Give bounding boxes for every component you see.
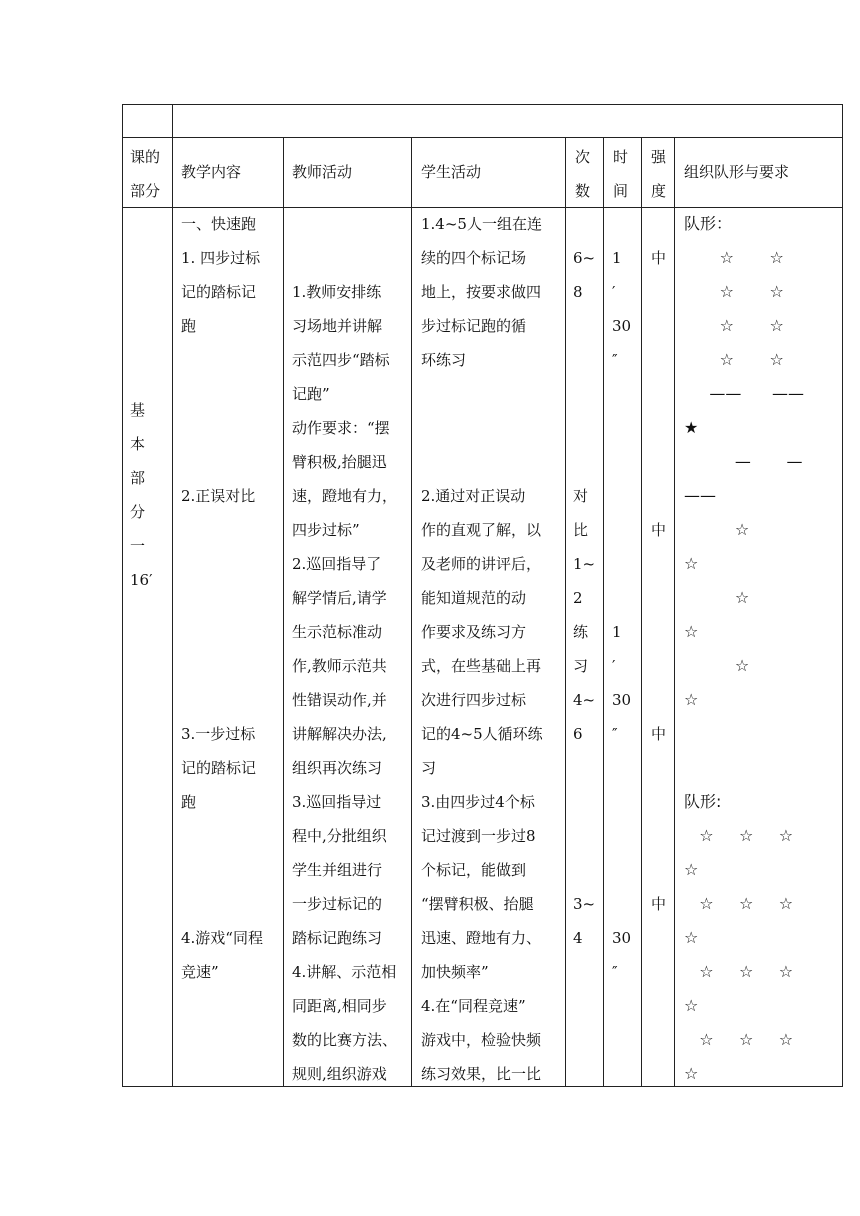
- student-activity-line: 游戏中，检验快频: [421, 1031, 542, 1049]
- teacher-activity-line: 示范四步“踏标: [292, 351, 390, 369]
- formation-line: ☆: [684, 588, 750, 607]
- content-line: [181, 887, 263, 921]
- time-line: [612, 513, 631, 547]
- time-line: [612, 479, 631, 513]
- content-line: [181, 853, 263, 887]
- count-line: [573, 207, 595, 241]
- content-line: 2.正误对比: [181, 487, 256, 505]
- formation-line: ☆: [684, 1064, 699, 1083]
- intensity-line: 中: [651, 725, 667, 743]
- intensity-line: [651, 309, 666, 343]
- content-column-divider: [283, 137, 284, 1087]
- intensity-line: [651, 479, 666, 513]
- student-column: [421, 207, 543, 1091]
- count-line: 习: [573, 657, 589, 675]
- student-activity-line: 地上，按要求做四: [421, 283, 542, 301]
- student-activity-line: 2.通过对正误动: [421, 487, 526, 505]
- time-line: [612, 887, 631, 921]
- student-activity-line: 迅速、蹬地有力、: [421, 929, 542, 947]
- teacher-activity-line: 四步过标”: [292, 521, 360, 539]
- header-intensity-line-2: 度: [651, 182, 667, 200]
- header-count: [575, 140, 590, 208]
- table-right-border: [842, 104, 843, 1087]
- formation-column: [684, 207, 804, 1091]
- intensity-line: [651, 683, 666, 717]
- header-part-line-1: 课的: [130, 148, 161, 166]
- formation-line: ☆ ☆: [684, 248, 784, 267]
- content-line: 跑: [181, 317, 197, 335]
- header-intensity: [651, 140, 666, 208]
- formation-line: ☆: [684, 860, 699, 879]
- header-teacher: 教师活动: [292, 163, 353, 181]
- count-line: 4~: [573, 691, 596, 709]
- table-left-border: [122, 104, 123, 1087]
- content-line: 一、快速跑: [181, 215, 257, 233]
- content-line: [181, 547, 263, 581]
- teacher-activity-line: 解学情后,请学: [292, 589, 387, 607]
- count-line: [573, 853, 595, 887]
- content-line: [181, 513, 263, 547]
- content-column: [181, 207, 263, 989]
- time-line: [612, 547, 631, 581]
- formation-line: [684, 751, 804, 785]
- time-line: 30: [612, 691, 632, 709]
- time-line: ′: [612, 657, 616, 675]
- student-activity-line: 记过渡到一步过8: [421, 827, 536, 845]
- formation-line: ☆ ☆ ☆: [684, 962, 794, 981]
- teacher-activity-line: 同距离,相同步: [292, 997, 387, 1015]
- student-activity-line: 个标记，能做到: [421, 861, 527, 879]
- teacher-activity-line: 臂积极,抬腿迅: [292, 453, 387, 471]
- teacher-column: [292, 241, 397, 1091]
- content-line: [181, 581, 263, 615]
- content-line: 竞速”: [181, 963, 219, 981]
- formation-line: —— ——: [684, 384, 804, 403]
- header-intensity-line-1: 强: [651, 148, 667, 166]
- time-line: [612, 819, 631, 853]
- section-label-line: 本: [130, 435, 146, 453]
- section-label-line: 部: [130, 469, 146, 487]
- count-line: 比: [573, 521, 589, 539]
- student-activity-line: 作要求及练习方: [421, 623, 527, 641]
- header-student: 学生活动: [421, 163, 482, 181]
- intensity-line: 中: [651, 521, 667, 539]
- teacher-activity-line: 动作要求：“摆: [292, 419, 390, 437]
- content-line: [181, 343, 263, 377]
- content-line: [181, 411, 263, 445]
- content-line: [181, 683, 263, 717]
- header-count-line-2: 数: [575, 182, 591, 200]
- table-top-border: [122, 104, 843, 105]
- student-activity-line: [421, 377, 543, 411]
- teacher-activity-line: 数的比赛方法、: [292, 1031, 398, 1049]
- intensity-line: [651, 547, 666, 581]
- time-line: ′: [612, 283, 616, 301]
- section-label: [130, 393, 153, 597]
- content-line: [181, 819, 263, 853]
- count-line: [573, 751, 595, 785]
- intensity-line: [651, 785, 666, 819]
- time-line: [612, 411, 631, 445]
- intensity-line: [651, 445, 666, 479]
- teacher-activity-line: [292, 241, 397, 275]
- formation-line: ☆ ☆ ☆: [684, 1030, 794, 1049]
- student-activity-line: 环练习: [421, 351, 467, 369]
- time-line: [612, 377, 631, 411]
- count-line: 6: [573, 725, 583, 743]
- formation-line: ☆ ☆: [684, 350, 784, 369]
- content-line: 3.一步过标: [181, 725, 256, 743]
- intensity-line: [651, 377, 666, 411]
- teacher-activity-line: 3.巡回指导过: [292, 793, 382, 811]
- part-column-divider: [172, 104, 173, 1087]
- formation-line: ☆: [684, 928, 699, 947]
- count-line: 2: [573, 589, 583, 607]
- header-content: 教学内容: [181, 163, 242, 181]
- formation-line: ☆ ☆: [684, 316, 784, 335]
- content-line: [181, 377, 263, 411]
- count-line: [573, 309, 595, 343]
- count-line: [573, 445, 595, 479]
- student-activity-line: 记的4~5人循环练: [421, 725, 543, 743]
- count-line: 3~: [573, 895, 596, 913]
- count-column: [573, 207, 595, 955]
- teacher-activity-line: 2.巡回指导了: [292, 555, 382, 573]
- count-line: [573, 785, 595, 819]
- header-formation: 组织队形与要求: [684, 163, 790, 181]
- section-label-line: 16′: [130, 571, 153, 589]
- time-line: [612, 853, 631, 887]
- intensity-line: 中: [651, 895, 667, 913]
- intensity-line: [651, 853, 666, 887]
- formation-line: ☆ ☆ ☆: [684, 894, 794, 913]
- content-line: [181, 615, 263, 649]
- content-line: 1. 四步过标: [181, 249, 261, 267]
- formation-line: ☆: [684, 690, 699, 709]
- time-line: 30: [612, 929, 632, 947]
- count-line: 6~: [573, 249, 596, 267]
- teacher-activity-line: 速，蹬地有力，: [292, 487, 398, 505]
- intensity-column-divider: [674, 137, 675, 1087]
- title-row-bottom-border: [122, 137, 843, 138]
- intensity-line: [651, 819, 666, 853]
- header-time-line-1: 时: [613, 148, 629, 166]
- count-line: [573, 343, 595, 377]
- teacher-activity-line: 讲解解决办法,: [292, 725, 387, 743]
- header-time: [613, 140, 628, 208]
- time-line: ″: [612, 351, 618, 369]
- content-line: [181, 445, 263, 479]
- header-count-line-1: 次: [575, 148, 591, 166]
- count-line: 1~: [573, 555, 596, 573]
- teacher-activity-line: 学生并组进行: [292, 861, 383, 879]
- header-time-line-2: 间: [613, 182, 629, 200]
- section-label-line: 一: [130, 537, 146, 555]
- time-line: [612, 581, 631, 615]
- student-activity-line: “摆臂积极、抬腿: [421, 895, 534, 913]
- count-line: [573, 377, 595, 411]
- student-activity-line: 续的四个标记场: [421, 249, 527, 267]
- time-line: [612, 751, 631, 785]
- student-activity-line: 练习效果，比一比: [421, 1065, 542, 1083]
- teacher-activity-line: 习场地并讲解: [292, 317, 383, 335]
- content-line: 跑: [181, 793, 197, 811]
- intensity-line: [651, 207, 666, 241]
- teacher-activity-line: 记跑”: [292, 385, 330, 403]
- time-line: [612, 785, 631, 819]
- teacher-column-divider: [411, 137, 412, 1087]
- formation-line: ☆: [684, 656, 750, 675]
- teacher-activity-line: 1.教师安排练: [292, 283, 382, 301]
- time-line: 30: [612, 317, 632, 335]
- intensity-line: 中: [651, 249, 667, 267]
- section-label-line: 分: [130, 503, 146, 521]
- content-line: 4.游戏“同程: [181, 929, 263, 947]
- student-activity-line: 3.由四步过4个标: [421, 793, 535, 811]
- count-line: [573, 819, 595, 853]
- student-activity-line: 加快频率”: [421, 963, 489, 981]
- student-activity-line: 能知道规范的动: [421, 589, 527, 607]
- count-line: [573, 411, 595, 445]
- student-activity-line: 作的直观了解，以: [421, 521, 542, 539]
- formation-line: ——: [684, 486, 716, 505]
- count-column-divider: [603, 137, 604, 1087]
- formation-line: ☆ ☆: [684, 282, 784, 301]
- formation-line: — —: [684, 452, 803, 471]
- header-part-line-2: 部分: [130, 182, 161, 200]
- time-line: 1: [612, 623, 622, 641]
- section-label-line: 基: [130, 401, 146, 419]
- student-activity-line: 次进行四步过标: [421, 691, 527, 709]
- teacher-activity-line: 组织再次练习: [292, 759, 383, 777]
- student-activity-line: 步过标记跑的循: [421, 317, 527, 335]
- formation-line: 队形:: [684, 792, 722, 811]
- count-line: 练: [573, 623, 589, 641]
- content-line: [181, 649, 263, 683]
- formation-line: ☆: [684, 622, 699, 641]
- intensity-line: [651, 411, 666, 445]
- time-column: [612, 207, 631, 989]
- formation-line: [684, 717, 804, 751]
- intensity-line: [651, 615, 666, 649]
- intensity-line: [651, 751, 666, 785]
- formation-line: ☆: [684, 554, 699, 573]
- header-part: [130, 140, 170, 208]
- student-column-divider: [565, 137, 566, 1087]
- student-activity-line: 及老师的讲评后，: [421, 555, 542, 573]
- formation-line: ☆: [684, 520, 750, 539]
- student-activity-line: 习: [421, 759, 437, 777]
- teacher-activity-line: 生示范标准动: [292, 623, 383, 641]
- formation-line: 队形：: [684, 214, 733, 233]
- intensity-line: [651, 343, 666, 377]
- formation-line: ☆: [684, 996, 699, 1015]
- time-line: [612, 445, 631, 479]
- student-activity-line: 4.在“同程竞速”: [421, 997, 526, 1015]
- formation-line: ☆ ☆ ☆: [684, 826, 794, 845]
- time-column-divider: [641, 137, 642, 1087]
- count-line: 4: [573, 929, 583, 947]
- time-line: ″: [612, 963, 618, 981]
- intensity-column: [651, 207, 666, 921]
- count-line: 8: [573, 283, 583, 301]
- intensity-line: [651, 649, 666, 683]
- intensity-line: [651, 275, 666, 309]
- teacher-activity-line: 踏标记跑练习: [292, 929, 383, 947]
- content-line: 记的踏标记: [181, 283, 257, 301]
- count-line: 对: [573, 487, 589, 505]
- content-line: 记的踏标记: [181, 759, 257, 777]
- teacher-activity-line: 性错误动作,并: [292, 691, 387, 709]
- teacher-activity-line: 程中,分批组织: [292, 827, 387, 845]
- student-activity-line: 1.4~5人一组在连: [421, 215, 542, 233]
- teacher-activity-line: 一步过标记的: [292, 895, 383, 913]
- intensity-line: [651, 581, 666, 615]
- time-line: 1: [612, 249, 622, 267]
- teacher-activity-line: 规则,组织游戏: [292, 1065, 387, 1083]
- teacher-activity-line: 4.讲解、示范相: [292, 963, 397, 981]
- teacher-activity-line: 作,教师示范共: [292, 657, 387, 675]
- time-line: ″: [612, 725, 618, 743]
- time-line: [612, 207, 631, 241]
- student-activity-line: [421, 445, 543, 479]
- student-activity-line: [421, 411, 543, 445]
- formation-line: ★: [684, 418, 699, 437]
- student-activity-line: 式，在些基础上再: [421, 657, 542, 675]
